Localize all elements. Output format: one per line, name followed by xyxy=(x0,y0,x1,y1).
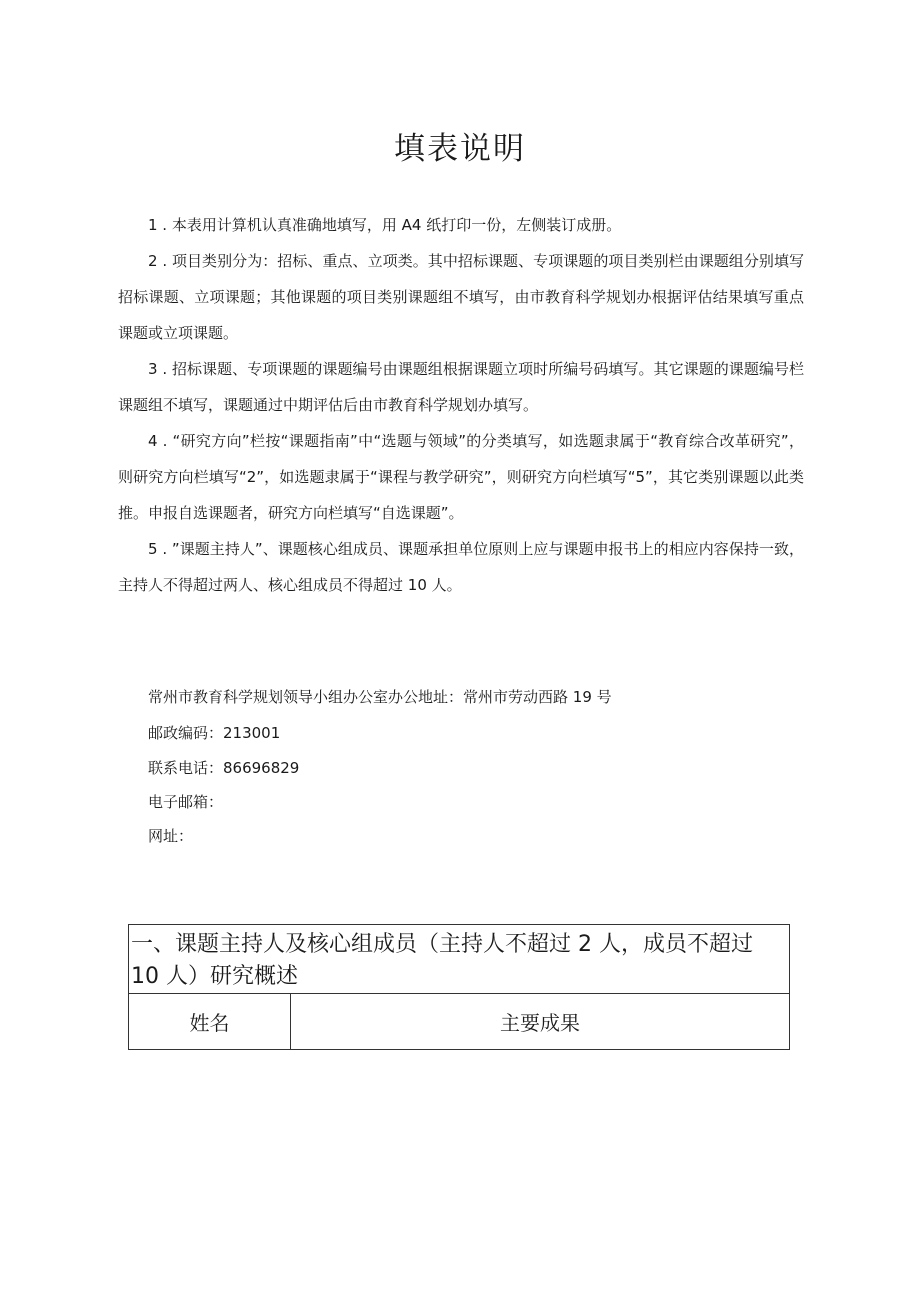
instructions-list xyxy=(118,207,804,603)
instruction-item: 4 . “研究方向”栏按“课题指南”中“选题与领域”的分类填写，如选题隶属于“教育综合改革研究”，则研究方向栏填写“2”，如选题隶属于“课程与教学研究”，则研究方向栏填写“5”，其它类别课题以此类推。申报自选课题者，研究方向栏填写“自选课题”。 xyxy=(118,432,804,522)
column-header-achievements: 主要成果 xyxy=(291,994,790,1050)
instruction-item: 3 . 招标课题、专项课题的课题编号由课题组根据课题立项时所编号码填写。其它课题的课题编号栏课题组不填写，课题通过中期评估后由市教育科学规划办填写。 xyxy=(118,360,804,414)
instruction-item: 5 . ”课题主持人”、课题核心组成员、课题承担单位原则上应与课题申报书上的相应内容保持一致，主持人不得超过两人、核心组成员不得超过 10 人。 xyxy=(118,540,804,594)
column-header-name: 姓名 xyxy=(129,994,291,1050)
members-table xyxy=(128,924,790,1050)
postcode: 邮政编码：213001 xyxy=(148,724,281,742)
instruction-item: 1 . 本表用计算机认真准确地填写，用 A4 纸打印一份，左侧装订成册。 xyxy=(148,216,622,234)
phone: 联系电话：86696829 xyxy=(148,759,300,777)
page-title: 填表说明 xyxy=(394,131,526,167)
instruction-item: 2 . 项目类别分为：招标、重点、立项类。其中招标课题、专项课题的项目类别栏由课题组分别填写招标课题、立项课题；其他课题的项目类别课题组不填写，由市教育科学规划办根据评估结果填写重点课题或立项课题。 xyxy=(118,252,804,342)
section-heading: 一、课题主持人及核心组成员（主持人不超过 2 人，成员不超过 10 人）研究概述 xyxy=(129,925,790,994)
contact-info xyxy=(148,679,828,853)
website: 网址： xyxy=(148,827,194,845)
email: 电子邮箱： xyxy=(148,793,224,811)
office-address: 常州市教育科学规划领导小组办公室办公地址：常州市劳动西路 19 号 xyxy=(148,688,612,706)
